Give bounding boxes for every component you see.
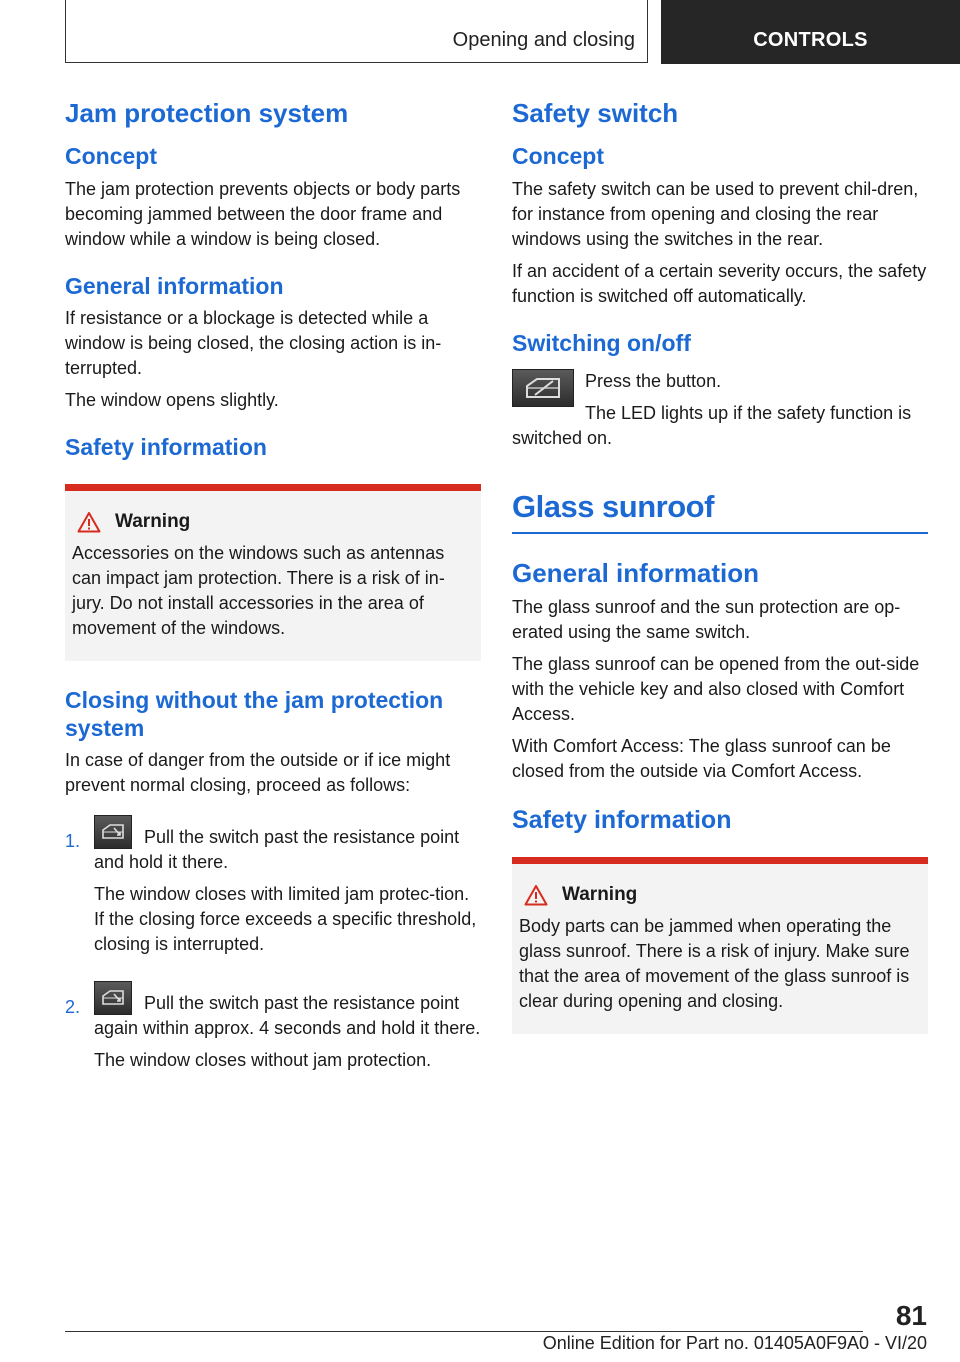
warning-triangle-icon: [77, 511, 101, 533]
warning-label: Warning: [562, 883, 638, 905]
right-column: [512, 98, 928, 1034]
page-number: 81: [895, 1300, 927, 1331]
concept-accident-text: If an accident of a certain severity occurs, the safety function is switched off automatically.: [512, 260, 927, 306]
concept-text: The jam protection prevents objects or body parts becoming jammed between the door frame and window while a window is being closed.: [65, 178, 461, 249]
header-chapter-label: CONTROLS: [753, 29, 868, 51]
edition-text: Online Edition for Part no. 01405A0F9A0 - VI/20: [542, 1333, 927, 1353]
window-opens-text: The window opens slightly.: [65, 390, 279, 411]
header-chapter-tab: [661, 0, 960, 64]
step-number: 2.: [65, 997, 81, 1018]
safety-switch-title: Safety switch: [512, 98, 679, 128]
closing-without-jam-heading: Closing without the jam protection system: [65, 686, 444, 741]
safety-information-heading: Safety information: [65, 434, 267, 461]
general-information-heading: General information: [512, 557, 760, 588]
step-note: The window closes with limited jam protec-tion. If the closing force exceeds a specific threshold, closing is interrupted.: [94, 884, 477, 955]
sunroof-general-text: The glass sunroof and the sun protection are op-erated using the same switch.: [512, 596, 901, 642]
jam-protection-title: Jam protection system: [65, 98, 349, 128]
step-item: [65, 815, 481, 964]
warning-text: Accessories on the windows such as antennas can impact jam protection. There is a risk of in-jury. Do not install accessories in the area of movement of the windows.: [72, 542, 445, 638]
glass-sunroof-title: Glass sunroof: [512, 488, 928, 533]
warning-label: Warning: [115, 510, 191, 532]
header-section-box: [65, 0, 648, 63]
window-switch-icon: [94, 981, 132, 1015]
switching-block: [512, 369, 928, 451]
header-section-title: Opening and closing: [452, 29, 635, 51]
closing-intro: In case of danger from the outside or if ice might prevent normal closing, proceed as follows:: [65, 750, 451, 796]
warning-box: [65, 484, 481, 661]
footer-divider: [65, 1331, 863, 1332]
general-information-heading: General information: [65, 272, 284, 299]
safety-information-heading: Safety information: [512, 805, 732, 834]
safety-switch-icon: [512, 369, 574, 407]
warning-box: [512, 857, 928, 1034]
concept-heading: Concept: [512, 143, 604, 170]
press-button-text: Press the button.: [585, 371, 722, 392]
sunroof-opening-text: The glass sunroof can be opened from the out-side with the vehicle key and also closed with Comfort Access.: [512, 653, 920, 724]
window-switch-icon: [94, 815, 132, 849]
concept-heading: Concept: [65, 143, 157, 170]
left-column: [65, 98, 481, 1087]
step-item: [65, 981, 481, 1080]
led-text: The LED lights up if the safety function is switched on.: [512, 403, 912, 449]
concept-text: The safety switch can be used to prevent chil-dren, for instance from opening and closing the rear windows using the switches in the rear.: [512, 178, 919, 249]
step-text: Pull the switch past the resistance point again within approx. 4 seconds and hold it there.: [94, 993, 481, 1039]
step-text: Pull the switch past the resistance point and hold it there.: [94, 827, 460, 873]
step-note: The window closes without jam protection.: [94, 1050, 432, 1071]
general-information-text: If resistance or a blockage is detected while a window is being closed, the closing action is in-terrupted.: [65, 308, 442, 379]
switching-on-off-heading: Switching on/off: [512, 329, 691, 356]
warning-text: Body parts can be jammed when operating the glass sunroof. There is a risk of injury. Make sure that the area of movement of the glass sunroof is clear during opening and closing.: [519, 915, 910, 1011]
step-number: 1.: [65, 831, 81, 852]
warning-triangle-icon: [524, 884, 548, 906]
sunroof-comfort-access-text: With Comfort Access: The glass sunroof can be closed from the outside via Comfort Access.: [512, 735, 891, 781]
